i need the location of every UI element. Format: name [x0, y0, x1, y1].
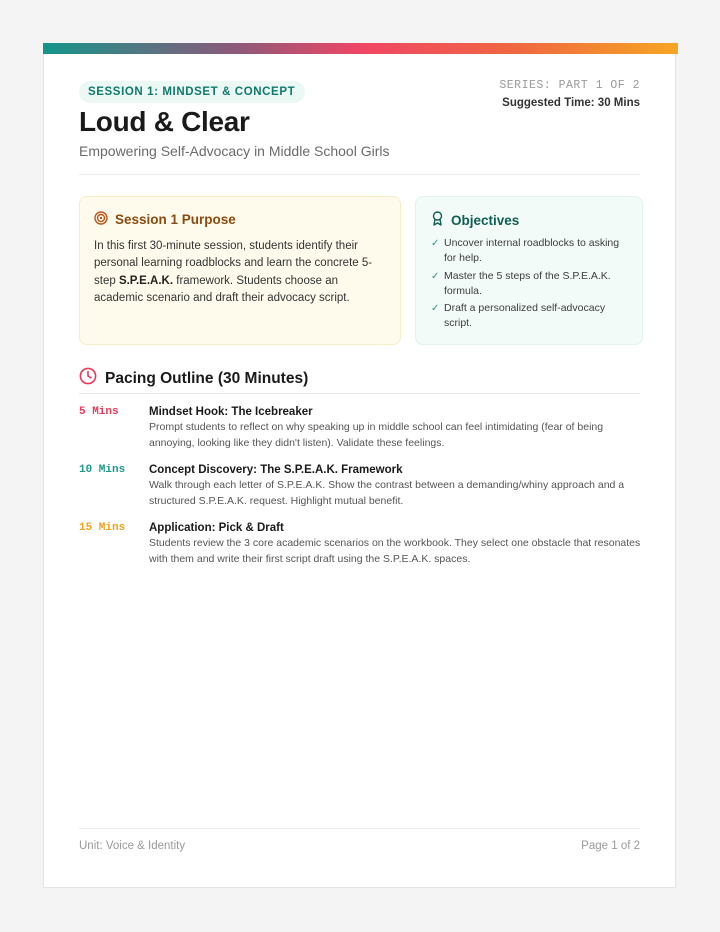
pacing-title: Mindset Hook: The Icebreaker: [149, 406, 313, 418]
purpose-header: [94, 211, 386, 228]
pacing-time: 15 Mins: [79, 522, 126, 534]
purpose-text: [94, 238, 386, 307]
objectives-heading: Objectives: [451, 212, 520, 228]
pacing-header: [79, 367, 308, 390]
purpose-heading: Session 1 Purpose: [115, 212, 236, 227]
pacing-desc: Students review the 3 core academic scenarios on the workbook. They select one obstacle that resonates with them and write their first script draft using the S.P.E.A.K. spaces.: [149, 537, 641, 565]
divider: [79, 393, 640, 394]
pacing-body: [149, 463, 644, 509]
objectives-card: [415, 196, 643, 345]
purpose-text-part: framework. Students choose an academic scenario and draft their advocacy script.: [94, 274, 350, 304]
purpose-text-bold: S.P.E.A.K.: [118, 274, 174, 287]
check-icon: ✓: [431, 238, 440, 249]
check-icon: ✓: [431, 270, 440, 282]
page-title: Loud & Clear: [79, 106, 250, 137]
page-subtitle: Empowering Self-Advocacy in Middle School Girls: [79, 143, 390, 159]
pacing-body: [149, 521, 644, 567]
pacing-time: 5 Mins: [79, 406, 119, 418]
divider: [79, 174, 640, 175]
pacing-body: [149, 405, 644, 451]
pacing-desc: Prompt students to reflect on why speaking up in middle school can feel intimidating (fear of being annoying, looking like they didn't listen). Validate these feelings.: [149, 421, 604, 449]
objective-item: [431, 301, 627, 332]
objective-item: [431, 236, 627, 267]
pacing-heading: Pacing Outline (30 Minutes): [105, 369, 309, 387]
footer-divider: [79, 828, 640, 829]
objective-text: Draft a personalized self-advocacy script.: [444, 302, 606, 330]
series-label: SERIES: PART 1 OF 2: [499, 79, 640, 92]
objectives-list: [431, 236, 627, 332]
purpose-text-part: In this first 30-minute session, students identify their personal learning roadblocks and learn the concrete 5-step: [94, 240, 373, 287]
target-icon: [94, 211, 108, 228]
suggested-time: Suggested Time: 30 Mins: [502, 97, 640, 109]
objective-item: [431, 269, 627, 300]
clock-icon: [79, 367, 97, 390]
pacing-title: Application: Pick & Draft: [149, 522, 284, 534]
objective-text: Uncover internal roadblocks to asking for help.: [444, 237, 620, 265]
footer-page-number: Page 1 of 2: [581, 840, 640, 852]
award-ribbon-icon: [431, 211, 444, 229]
objective-text: Master the 5 steps of the S.P.E.A.K. formula.: [444, 269, 611, 297]
pacing-title: Concept Discovery: The S.P.E.A.K. Framework: [149, 464, 403, 476]
check-icon: ✓: [431, 303, 440, 315]
gradient-accent-bar: [43, 43, 678, 54]
worksheet-page: [43, 43, 676, 888]
footer-unit: Unit: Voice & Identity: [79, 840, 186, 852]
pacing-desc: Walk through each letter of S.P.E.A.K. Show the contrast between a demanding/whiny approach and a structured S.P.E.A.K. request. Highlight mutual benefit.: [149, 479, 625, 507]
session-badge: SESSION 1: MINDSET & CONCEPT: [79, 81, 305, 103]
objectives-header: [431, 211, 627, 229]
pacing-time: 10 Mins: [79, 464, 126, 476]
purpose-card: [79, 196, 401, 345]
